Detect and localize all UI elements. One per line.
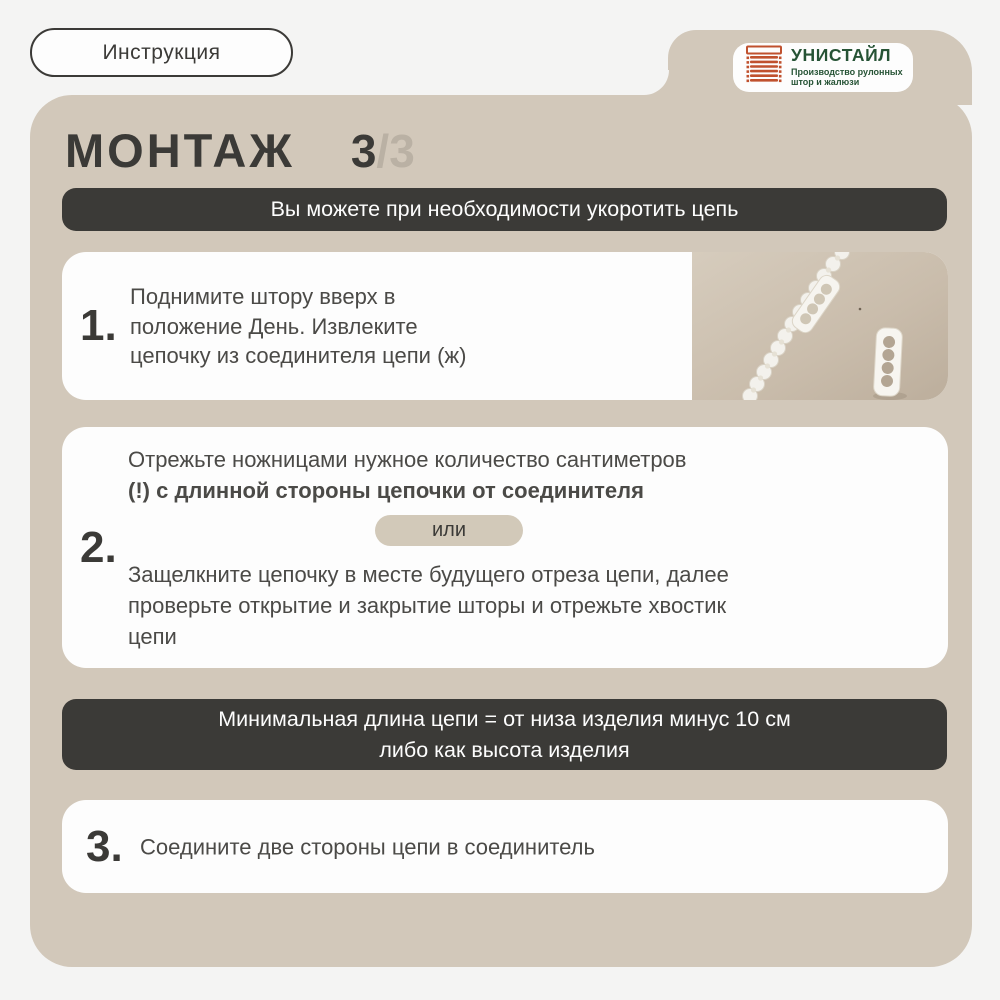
step-divider: / [376, 125, 390, 177]
step-card-2 [62, 427, 948, 668]
note-banner-shorten-chain: Вы можете при необходимости укоротить цепь [62, 188, 947, 231]
step-3-number: 3. [86, 821, 123, 871]
step-2-number: 2. [80, 522, 117, 572]
step-total: 3 [389, 125, 415, 177]
page-title-row [65, 123, 415, 177]
brand-name: УНИСТАЙЛ [791, 45, 892, 66]
min-length-line2: либо как высота изделия [379, 737, 630, 762]
blinds-icon [745, 45, 783, 90]
chain-photo-image [692, 252, 948, 400]
step-2-content [128, 444, 848, 652]
or-pill: или [375, 515, 523, 546]
step-2-text-bottom: Защелкните цепочку в месте будущего отреза цепи, далее проверьте открытие и закрытие шторы и отрежьте хвостик цепи [128, 562, 729, 649]
step-card-3 [62, 800, 948, 893]
step-1-text: Поднимите штору вверх в положение День. Извлеките цепочку из соединителя цепи (ж) [130, 283, 467, 368]
min-length-line1: Минимальная длина цепи = от низа изделия минус 10 см [218, 706, 791, 731]
step-3-text: Соедините две стороны цепи в соединитель [140, 834, 595, 859]
step-indicator [351, 124, 415, 178]
step-card-1 [62, 252, 948, 400]
page-title: МОНТАЖ [65, 124, 295, 177]
brand-logo [733, 43, 913, 92]
step-2-text-bold: (!) с длинной стороны цепочки от соединителя [128, 478, 644, 503]
brand-subtitle: Производство рулонных штор и жалюзи [791, 66, 903, 88]
step-current: 3 [350, 125, 377, 177]
note-banner-min-length [62, 699, 947, 770]
step-1-number: 1. [80, 301, 117, 350]
instruction-badge-label: Инструкция [102, 40, 221, 64]
chain-photo [692, 252, 948, 400]
instruction-badge [30, 28, 293, 77]
step-2-text-regular: Отрежьте ножницами нужное количество сантиметров [128, 447, 687, 472]
or-divider-row [128, 515, 770, 546]
brand-logo-text [791, 47, 903, 87]
